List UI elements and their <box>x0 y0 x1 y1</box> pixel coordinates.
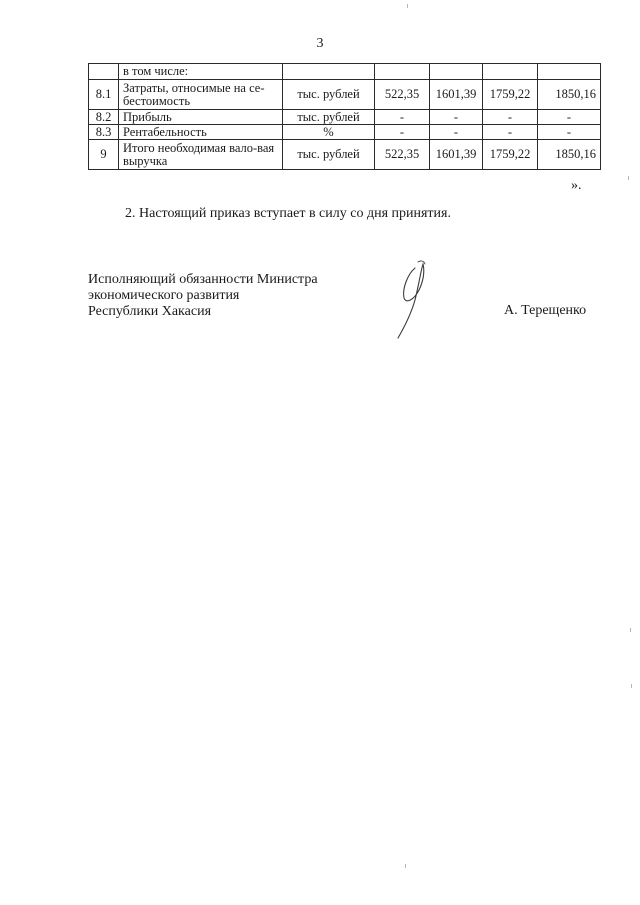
closing-quote: ». <box>571 178 582 193</box>
row-value: - <box>483 125 538 140</box>
table-row <box>89 110 601 125</box>
scan-speck <box>405 864 406 868</box>
row-value: 1601,39 <box>430 80 483 110</box>
row-unit: тыс. рублей <box>283 110 375 125</box>
row-value: 1601,39 <box>430 140 483 170</box>
row-unit: % <box>283 125 375 140</box>
row-unit: тыс. рублей <box>283 140 375 170</box>
row-value: 1850,16 <box>538 140 601 170</box>
row-value <box>375 64 430 80</box>
tariff-table <box>88 63 601 170</box>
scan-speck <box>630 628 631 632</box>
row-value: - <box>375 110 430 125</box>
row-value <box>483 64 538 80</box>
row-name: Итого необходимая вало-вая выручка <box>119 140 283 170</box>
row-value: - <box>483 110 538 125</box>
row-name: Затраты, относимые на се-бестоимость <box>119 80 283 110</box>
clause-2: 2. Настоящий приказ вступает в силу со дня принятия. <box>125 206 451 221</box>
row-number <box>89 64 119 80</box>
signatory-title-line: Республики Хакасия <box>88 304 212 319</box>
table-row <box>89 80 601 110</box>
row-name: Рентабельность <box>119 125 283 140</box>
row-value: 1850,16 <box>538 80 601 110</box>
row-name: в том числе: <box>119 64 283 80</box>
row-number: 8.1 <box>89 80 119 110</box>
signatory-title <box>88 272 318 320</box>
table-row <box>89 64 601 80</box>
row-name: Прибыль <box>119 110 283 125</box>
row-unit: тыс. рублей <box>283 80 375 110</box>
page-number: 3 <box>316 36 324 51</box>
table-row <box>89 140 601 170</box>
signatory-title-line: Исполняющий обязанности Министра <box>88 272 318 287</box>
row-value: 1759,22 <box>483 140 538 170</box>
row-number: 9 <box>89 140 119 170</box>
row-value: - <box>430 125 483 140</box>
scan-speck <box>631 684 632 688</box>
signatory-title-line: экономического развития <box>88 288 240 303</box>
row-value: - <box>538 125 601 140</box>
table-row <box>89 125 601 140</box>
handwritten-signature <box>388 254 448 344</box>
row-value: - <box>538 110 601 125</box>
row-unit <box>283 64 375 80</box>
row-number: 8.2 <box>89 110 119 125</box>
row-value: 1759,22 <box>483 80 538 110</box>
signer-name: А. Терещенко <box>504 303 587 318</box>
row-number: 8.3 <box>89 125 119 140</box>
row-value: 522,35 <box>375 140 430 170</box>
row-value <box>538 64 601 80</box>
scan-speck <box>407 4 408 8</box>
row-value <box>430 64 483 80</box>
scan-speck <box>628 176 629 180</box>
row-value: - <box>375 125 430 140</box>
row-value: 522,35 <box>375 80 430 110</box>
row-value: - <box>430 110 483 125</box>
